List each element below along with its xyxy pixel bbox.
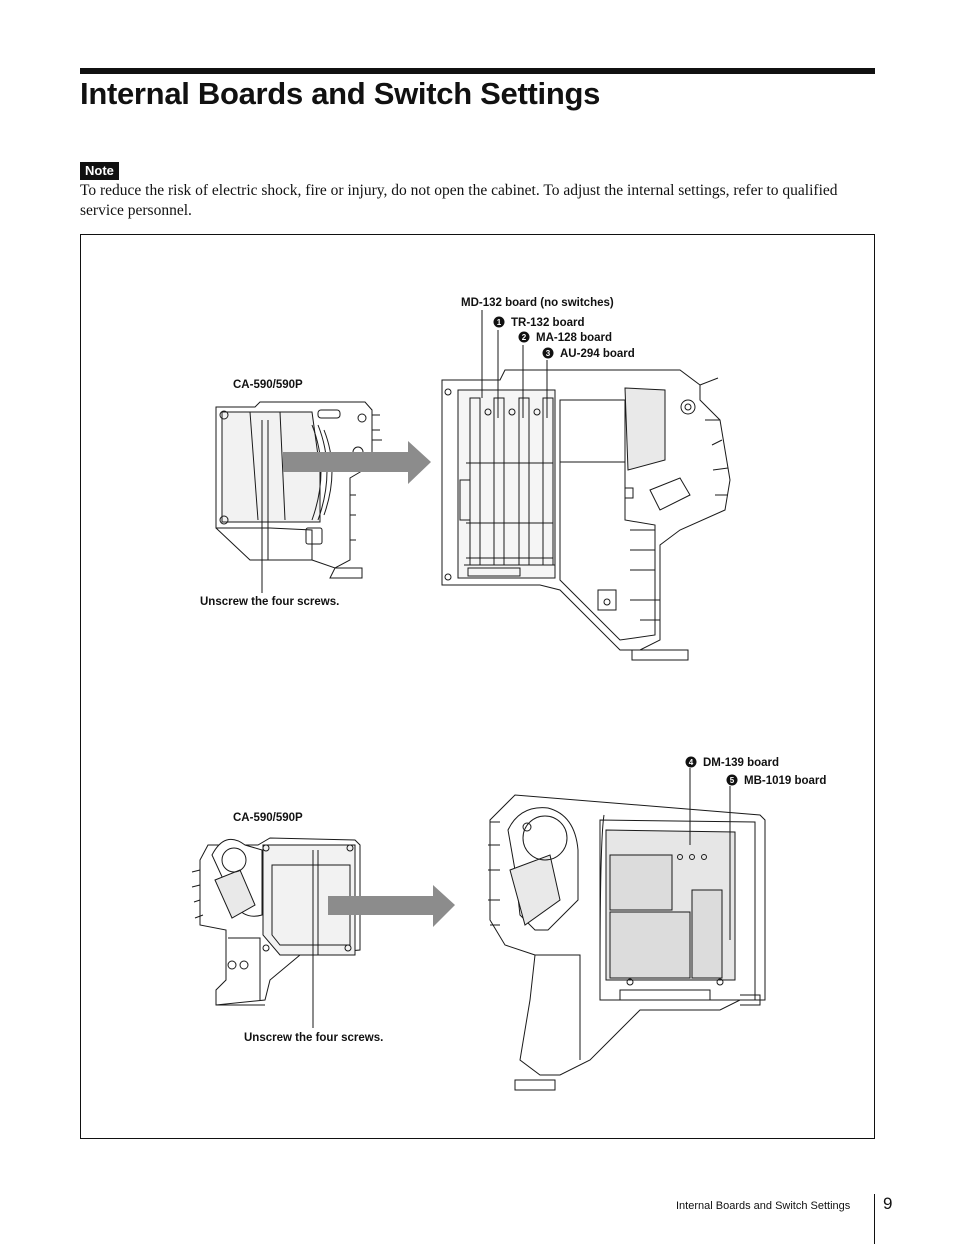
camera-side-view-top-left bbox=[216, 402, 382, 578]
label-screws-top: Unscrew the four screws. bbox=[200, 596, 340, 608]
label-au294: AU-294 board bbox=[560, 348, 635, 360]
page-title: Internal Boards and Switch Settings bbox=[80, 76, 601, 111]
camera-open-side-view-bottom-right bbox=[488, 795, 765, 1090]
camera-side-view-bottom-left bbox=[192, 838, 360, 1005]
badge-1-num: 1 bbox=[496, 318, 502, 327]
page-number: 9 bbox=[883, 1194, 893, 1213]
badge-4-num: 4 bbox=[688, 758, 694, 767]
label-dm139: DM-139 board bbox=[703, 757, 780, 769]
label-camera-top: CA-590/590P bbox=[233, 379, 303, 391]
label-mb1019: MB-1019 board bbox=[744, 775, 827, 787]
footer-rule bbox=[874, 1194, 875, 1244]
badge-2-num: 2 bbox=[521, 333, 527, 342]
footer-section-title: Internal Boards and Switch Settings bbox=[676, 1200, 851, 1212]
badge-3-num: 3 bbox=[545, 349, 551, 358]
label-ma128: MA-128 board bbox=[536, 332, 613, 344]
label-tr132: TR-132 board bbox=[511, 317, 585, 329]
badge-5-num: 5 bbox=[729, 776, 735, 785]
note-text: To reduce the risk of electric shock, fire or injury, do not open the cabinet. To adjust the internal settings, refer to qualified service personnel. bbox=[80, 182, 838, 219]
label-md132: MD-132 board (no switches) bbox=[461, 297, 614, 309]
camera-open-side-view-top-right bbox=[442, 370, 730, 660]
label-camera-bottom: CA-590/590P bbox=[233, 812, 303, 824]
note-badge: Note bbox=[80, 162, 119, 180]
label-screws-bottom: Unscrew the four screws. bbox=[244, 1032, 384, 1044]
